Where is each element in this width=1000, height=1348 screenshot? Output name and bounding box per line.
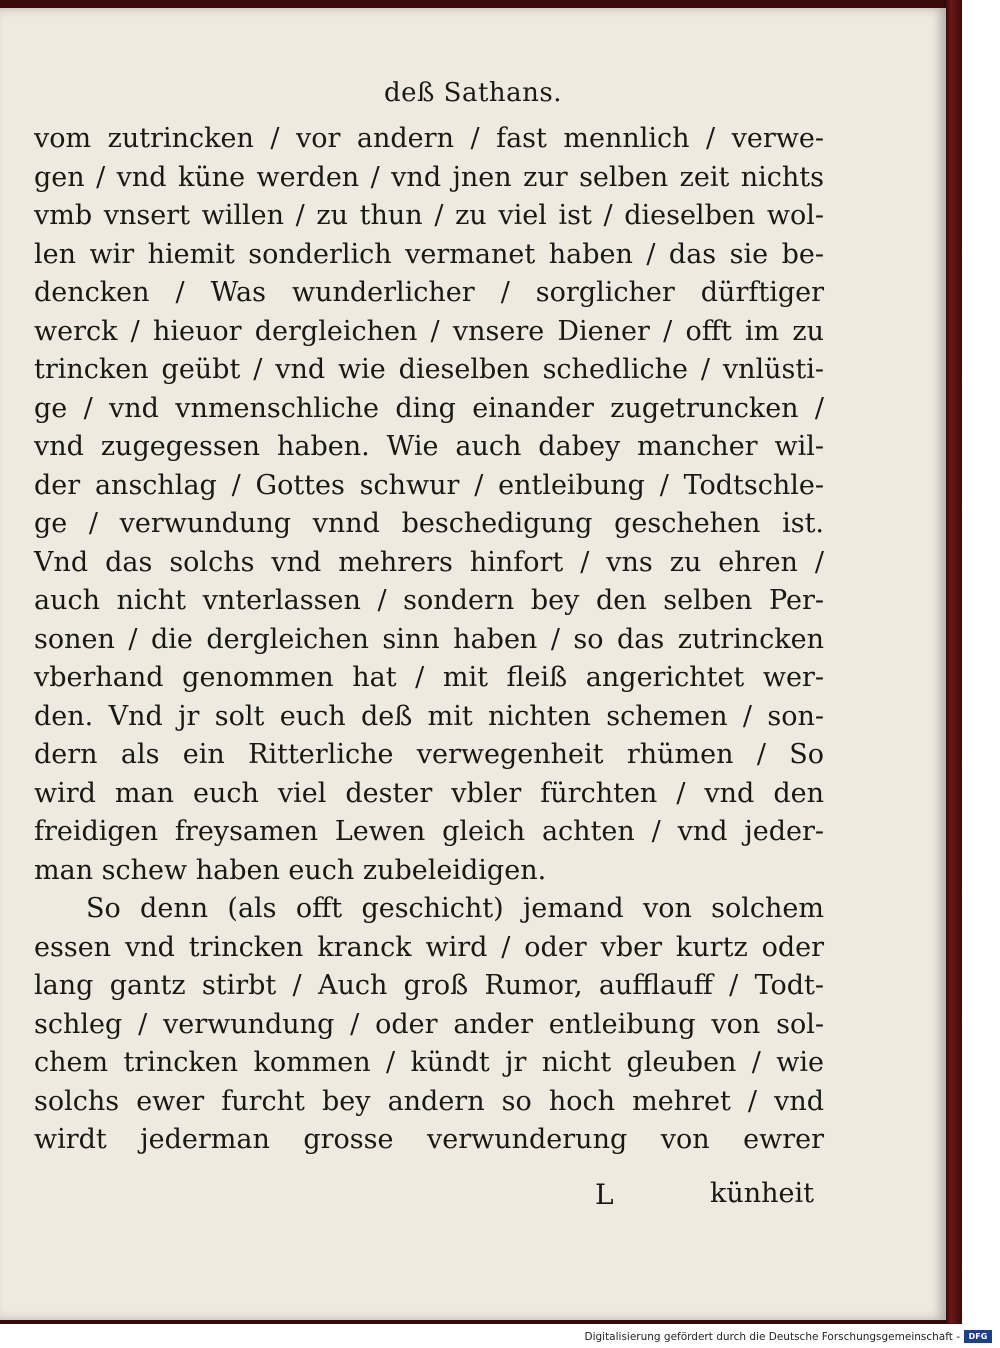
scanned-page: [0, 8, 946, 1320]
body-text: [34, 120, 824, 1160]
book-edge: [944, 0, 962, 1324]
catchword: künheit: [710, 1178, 814, 1209]
text-line: werck / hieuor dergleichen / vnsere Diener / offt im zu: [34, 315, 824, 347]
text-line: vnd zugegessen haben. Wie auch dabey mancher wil-: [34, 431, 824, 462]
text-line: freidigen freysamen Lewen gleich achten / vnd jeder-: [34, 816, 824, 847]
text-line: Vnd das solchs vnd mehrers hinfort / vns zu ehren /: [34, 546, 824, 578]
text-line: trincken geübt / vnd wie dieselben schedliche / vnlüsti-: [34, 354, 824, 385]
text-line: ge / verwundung vnnd beschedigung geschehen ist.: [34, 508, 824, 539]
text-line: essen vnd trincken kranck wird / oder vber kurtz oder: [34, 931, 824, 963]
text-line: solchs ewer furcht bey andern so hoch mehret / vnd: [34, 1085, 824, 1117]
text-line: So denn (als offt geschicht) jemand von solchem: [86, 893, 824, 924]
text-line: der anschlag / Gottes schwur / entleibung / Todtschle-: [34, 469, 824, 501]
text-line: chem trincken kommen / kündt jr nicht gleuben / wie: [34, 1047, 824, 1078]
text-line: man schew haben euch zubeleidigen.: [34, 854, 547, 886]
text-line: lang gantz stirbt / Auch groß Rumor, aufflauff / Todt-: [34, 970, 824, 1001]
text-line: schleg / verwundung / oder ander entleibung von sol-: [34, 1008, 824, 1040]
running-header: deß Sathans.: [383, 78, 563, 108]
text-line: dencken / Was wunderlicher / sorglicher dürftiger: [34, 277, 824, 308]
text-line: vmb vnsert willen / zu thun / zu viel ist / dieselben wol-: [34, 200, 824, 231]
text-line: dern als ein Ritterliche verwegenheit rhümen / So: [34, 739, 824, 770]
text-line: wirdt jederman grosse verwunderung von ewrer: [34, 1124, 824, 1155]
dfg-logo: DFG: [964, 1330, 992, 1343]
text-line: vberhand genommen hat / mit fleiß angerichtet wer-: [34, 662, 824, 693]
text-line: vom zutrincken / vor andern / fast mennlich / verwe-: [34, 123, 824, 154]
text-line: den. Vnd jr solt euch deß mit nichten schemen / son-: [34, 700, 824, 732]
text-line: len wir hiemit sonderlich vermanet haben / das sie be-: [34, 238, 824, 270]
text-line: sonen / die dergleichen sinn haben / so das zutrincken: [34, 623, 824, 655]
signature-mark: L: [595, 1178, 614, 1211]
digitization-credit: Digitalisierung gefördert durch die Deutsche Forschungsgemeinschaft -: [584, 1331, 960, 1343]
page-footer-row: [0, 1178, 946, 1218]
text-line: auch nicht vnterlassen / sondern bey den selben Per-: [34, 585, 824, 616]
text-line: ge / vnd vnmenschliche ding einander zugetruncken /: [34, 392, 824, 424]
text-line: wird man euch viel dester vbler fürchten / vnd den: [34, 777, 824, 809]
text-line: gen / vnd küne werden / vnd jnen zur selben zeit nichts: [34, 161, 824, 193]
